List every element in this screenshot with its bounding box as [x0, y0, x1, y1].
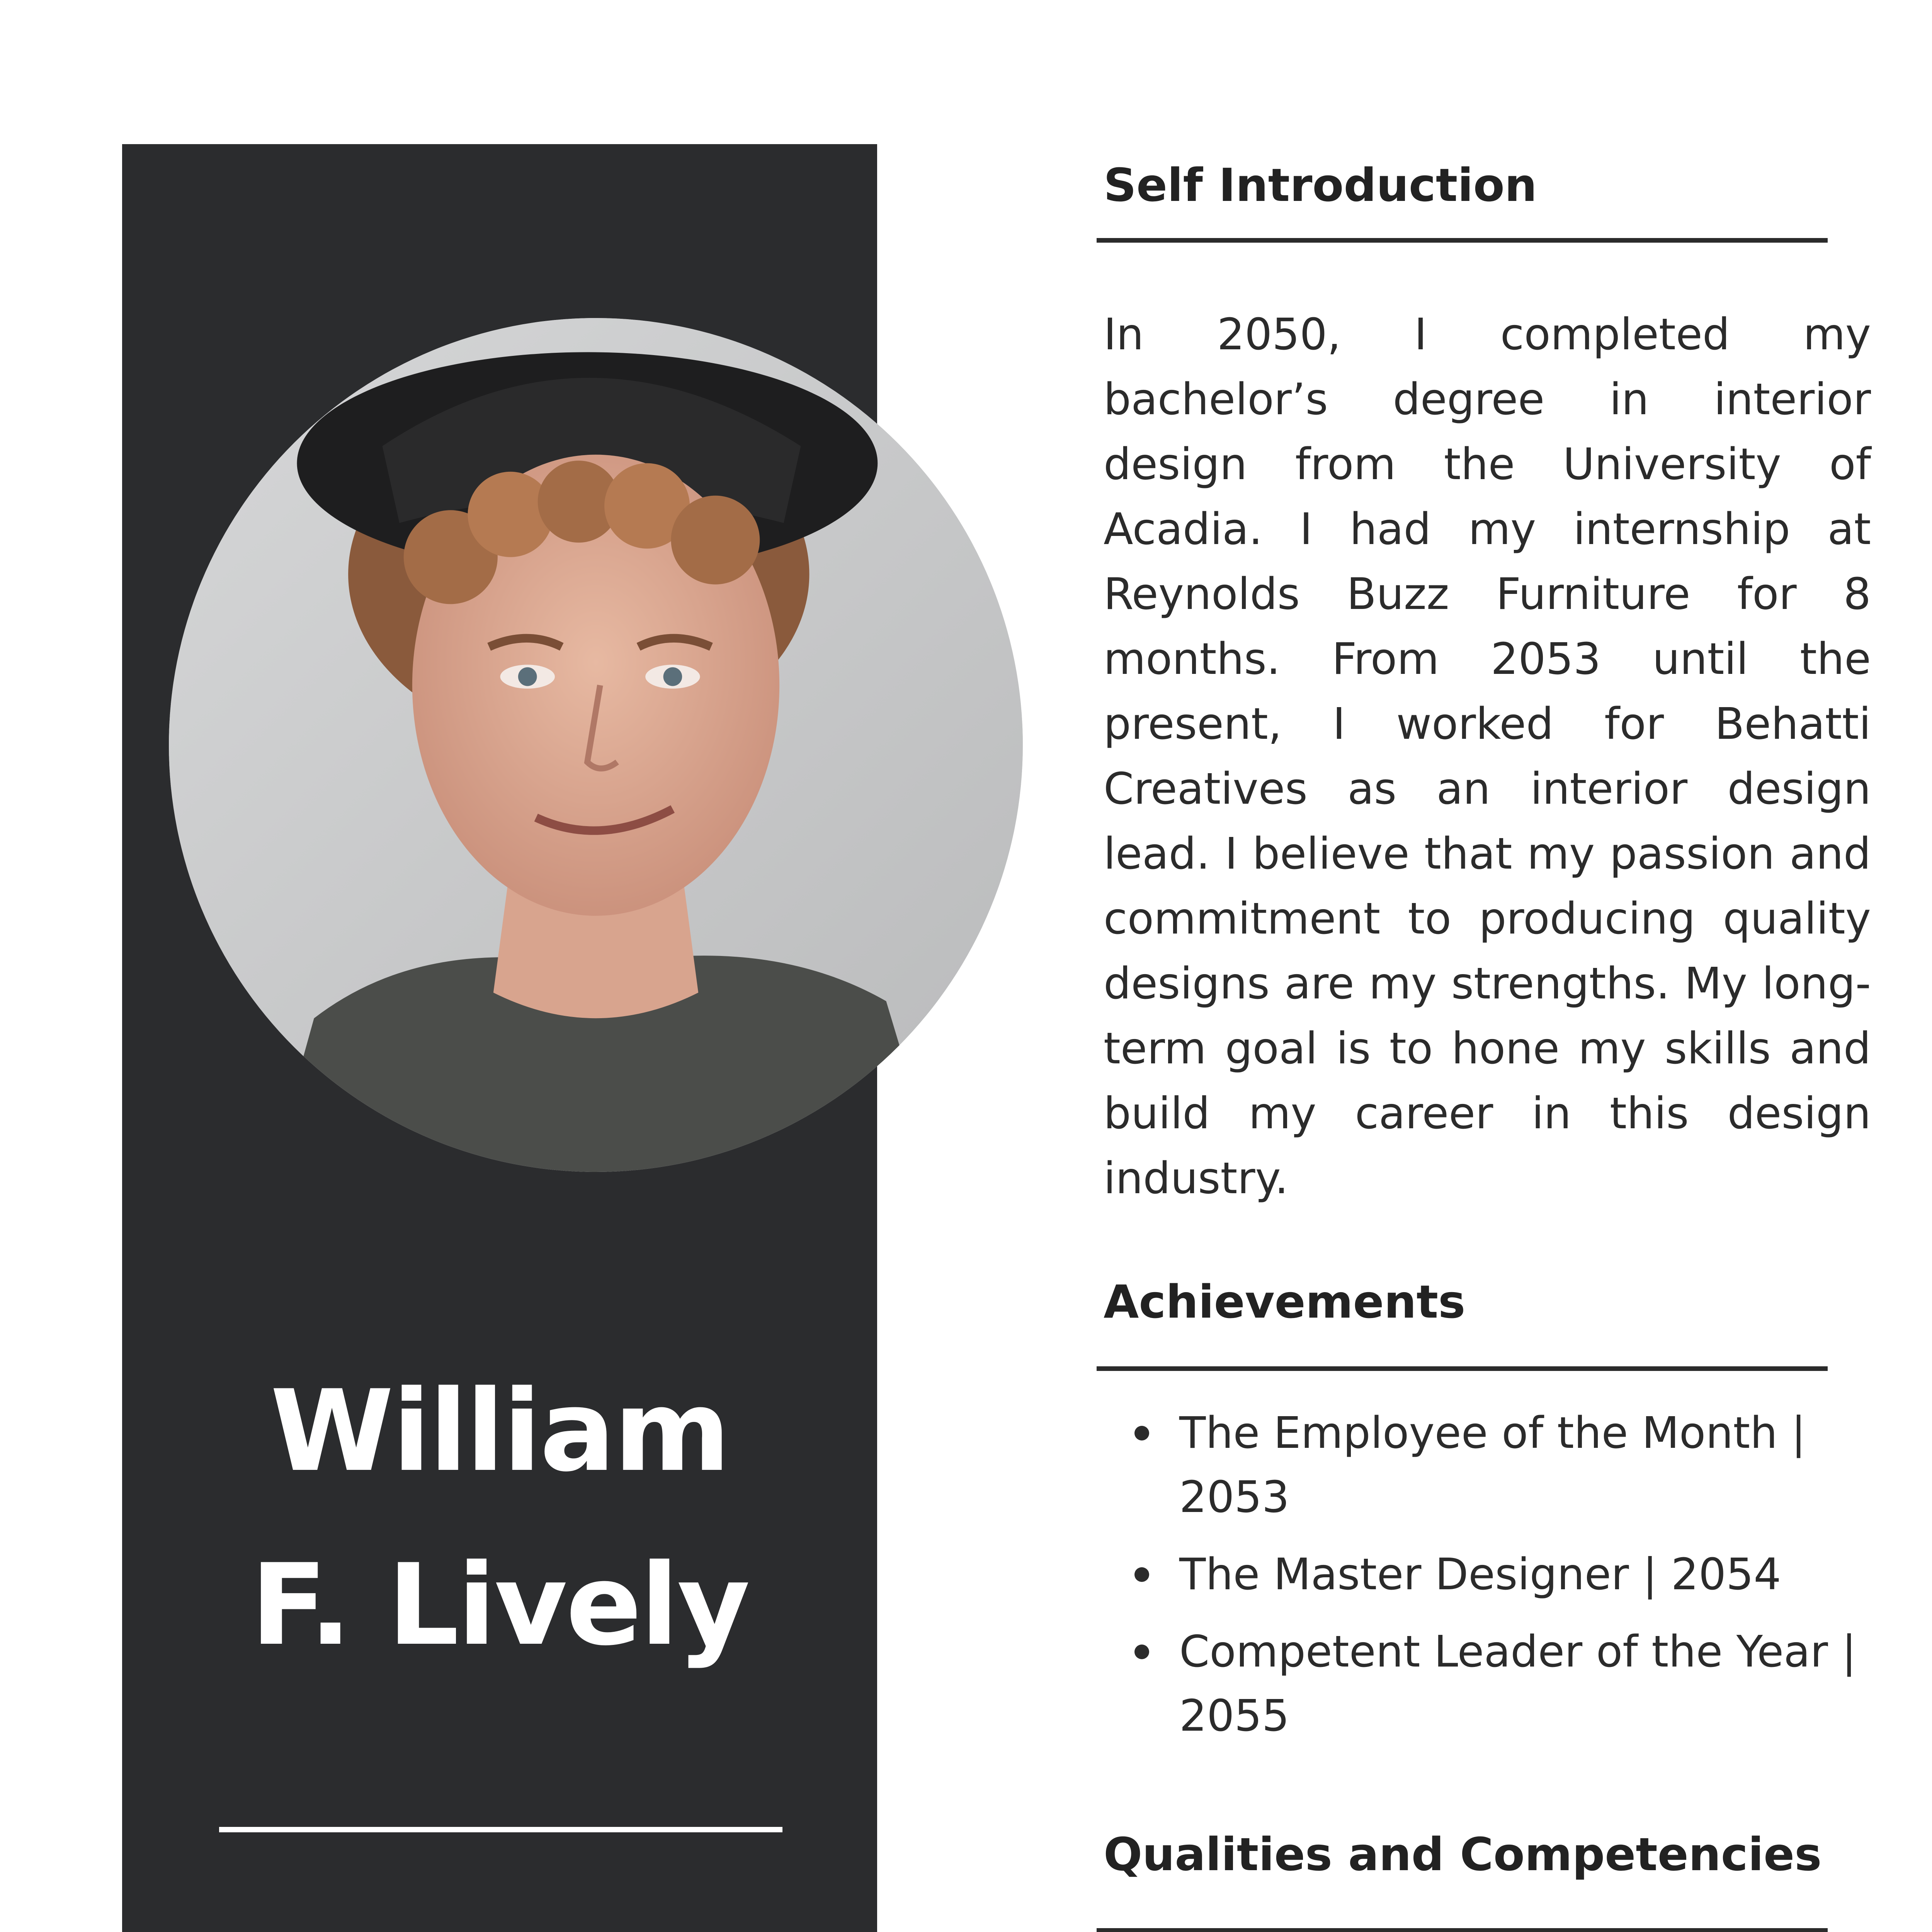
profile-photo — [169, 318, 1023, 1172]
list-item — [1104, 1620, 1876, 1748]
intro-heading: Self Introduction — [1104, 158, 1537, 212]
achievement-text: The Master Designer | 2054 — [1179, 1549, 1781, 1600]
bullet-dot-icon — [1134, 1426, 1149, 1440]
achievements-divider — [1097, 1366, 1828, 1371]
achievements-heading: Achievements — [1104, 1275, 1466, 1328]
bullet-dot-icon — [1134, 1645, 1149, 1659]
qualities-heading: Qualities and Competencies — [1104, 1828, 1822, 1881]
intro-divider — [1097, 238, 1828, 243]
profile-photo-illustration — [169, 318, 1023, 1172]
bullet-dot-icon — [1134, 1567, 1149, 1582]
qualities-divider — [1097, 1928, 1828, 1932]
achievement-text: Competent Leader of the Year | 2055 — [1179, 1627, 1857, 1741]
list-item — [1104, 1401, 1876, 1529]
achievement-text: The Employee of the Month | 2053 — [1179, 1408, 1806, 1522]
list-item — [1104, 1543, 1876, 1607]
name-divider — [219, 1827, 782, 1832]
achievements-list — [1104, 1401, 1876, 1761]
name-first: William — [270, 1366, 729, 1497]
intro-paragraph: In 2050, I completed my bachelor’s degree in interior design from the University of Acadia. I had my internship at Reynolds Buzz Furniture for 8 months. From 2053 until the present, I worked for Behatti Creatives as an interior design lead. I believe that my passion and commitment to producing quality designs are my strengths. My long-term goal is to hone my skills and build my career in this design industry. — [1104, 310, 1871, 1204]
name-last: F. Lively — [250, 1540, 749, 1670]
